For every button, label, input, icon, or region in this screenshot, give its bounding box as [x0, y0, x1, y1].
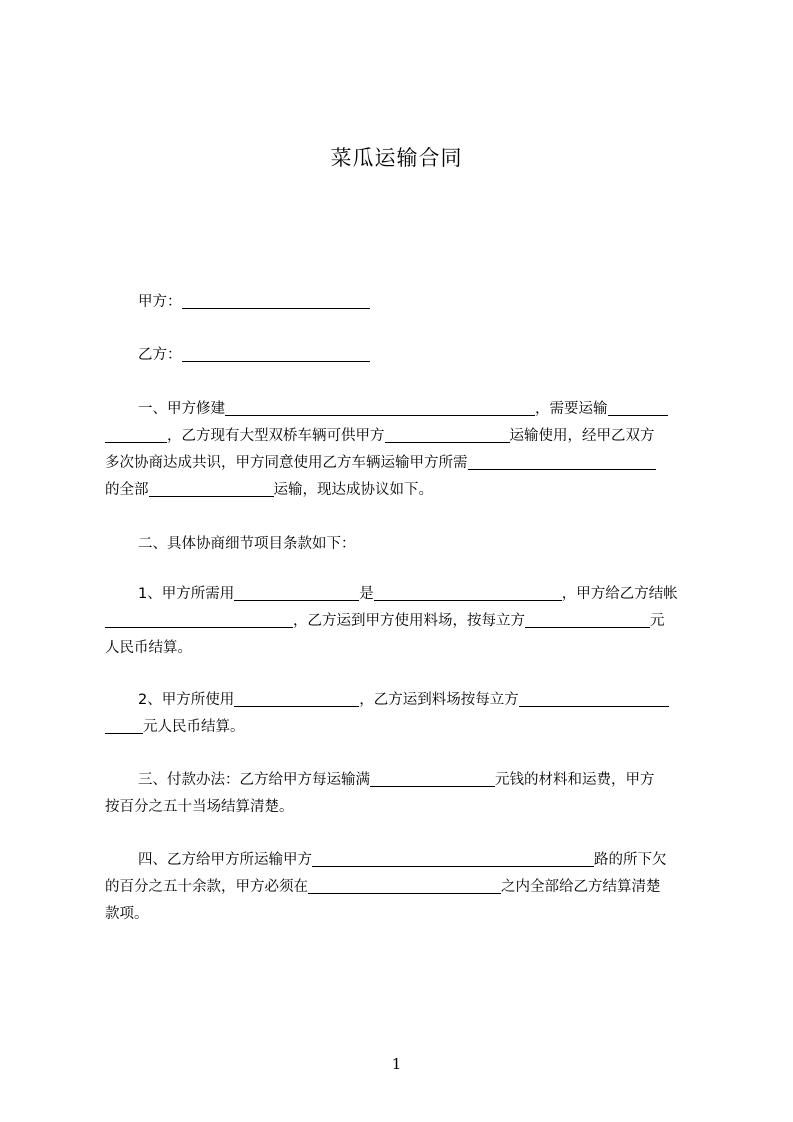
- text-span: 元人民币结算。: [143, 719, 245, 735]
- party-b-label: 乙方：: [138, 347, 182, 363]
- section-4-line-3: 款项。: [105, 906, 149, 922]
- text-span: 的百分之五十余款，甲方必须在: [105, 879, 308, 895]
- section-3-line-1: [138, 770, 655, 790]
- text-span: ，乙方现有大型双桥车辆可供甲方: [167, 428, 385, 444]
- blank-field[interactable]: [608, 400, 668, 416]
- section-1-line-2: [105, 426, 655, 446]
- text-span: 元钱的材料和运费，甲方: [495, 772, 655, 788]
- section-4-line-2: [105, 877, 661, 897]
- blank-field[interactable]: [370, 771, 495, 787]
- blank-field[interactable]: [312, 851, 594, 867]
- text-span: ，需要运输: [535, 401, 608, 417]
- blank-field[interactable]: [234, 691, 359, 707]
- party-a-blank[interactable]: [182, 293, 370, 309]
- text-span: 是: [359, 586, 374, 602]
- item-1-line-3: 人民币结算。: [105, 640, 192, 656]
- text-span: 之内全部给乙方结算清楚: [501, 879, 661, 895]
- party-b-line: [138, 345, 370, 365]
- text-span: 2、甲方所使用: [138, 692, 235, 708]
- item-2-line-1: [138, 690, 669, 710]
- text-span: 的全部: [105, 482, 149, 498]
- blank-field[interactable]: [234, 585, 359, 601]
- text-span: 路的所下欠: [594, 852, 667, 868]
- contract-title: 菜瓜运输合同: [330, 146, 463, 170]
- section-4-line-1: [138, 850, 667, 870]
- text-span: ，甲方给乙方结帐: [561, 586, 678, 602]
- text-span: 运输，现达成协议如下。: [273, 482, 433, 498]
- blank-field[interactable]: [308, 878, 501, 894]
- blank-field[interactable]: [225, 400, 535, 416]
- item-2-line-2: [105, 717, 245, 737]
- text-span: 多次协商达成共识，甲方同意使用乙方车辆运输甲方所需: [105, 455, 468, 471]
- blank-field[interactable]: [149, 481, 274, 497]
- party-b-blank[interactable]: [182, 346, 370, 362]
- text-span: 三、付款办法：乙方给甲方每运输满: [138, 772, 370, 788]
- text-span: ，乙方运到甲方使用料场，按每立方: [293, 613, 525, 629]
- item-1-line-2: [105, 611, 665, 631]
- blank-field[interactable]: [105, 718, 143, 734]
- section-1-line-1: [138, 399, 668, 419]
- blank-field[interactable]: [374, 585, 562, 601]
- blank-field[interactable]: [385, 427, 510, 443]
- blank-field[interactable]: [519, 691, 669, 707]
- blank-field[interactable]: [105, 427, 167, 443]
- text-span: 运输使用，经甲乙双方: [509, 428, 655, 444]
- section-1-line-3: [105, 453, 656, 473]
- section-1-line-4: [105, 480, 433, 500]
- section-2-heading: 二、具体协商细节项目条款如下：: [138, 536, 356, 552]
- text-span: 一、甲方修建: [138, 401, 225, 417]
- party-a-line: [138, 292, 370, 312]
- text-span: 四、乙方给甲方所运输甲方: [138, 852, 312, 868]
- blank-field[interactable]: [468, 454, 656, 470]
- party-a-label: 甲方：: [138, 294, 182, 310]
- text-span: ，乙方运到料场按每立方: [359, 692, 519, 708]
- text-span: 1、甲方所需用: [138, 586, 235, 602]
- section-3-line-2: 按百分之五十当场结算清楚。: [105, 799, 294, 815]
- blank-field[interactable]: [105, 612, 293, 628]
- item-1-line-1: [138, 584, 678, 604]
- text-span: 元: [650, 613, 665, 629]
- page-number: 1: [391, 1055, 402, 1073]
- blank-field[interactable]: [525, 612, 650, 628]
